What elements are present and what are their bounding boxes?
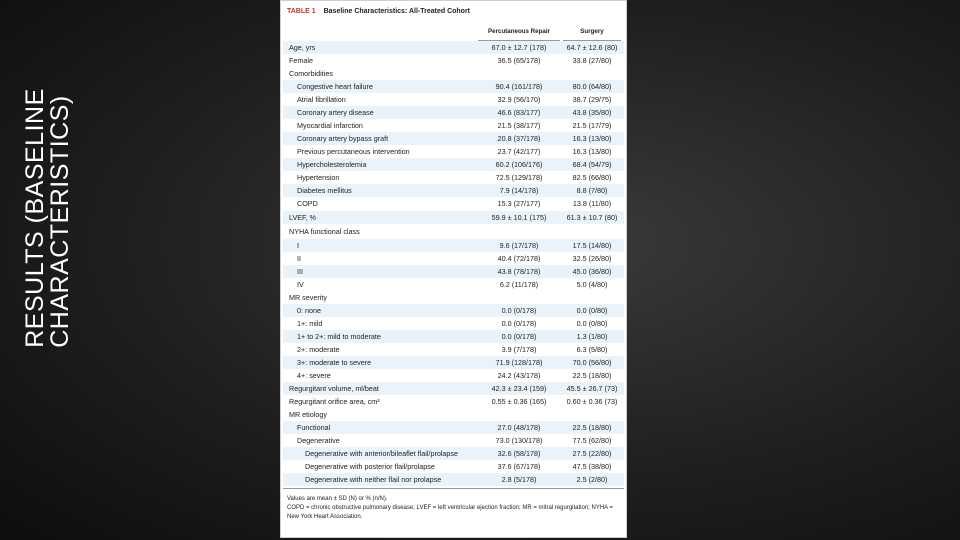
column-header-surgery: Surgery (580, 28, 604, 35)
row-label: MR severity (289, 293, 327, 302)
table-row (283, 408, 624, 421)
table-row (283, 434, 624, 447)
surgery-value: 32.5 (26/80) (572, 254, 612, 263)
table-row (283, 382, 624, 395)
surgery-value: 21.5 (17/79) (572, 121, 612, 130)
table-row (283, 41, 624, 54)
percutaneous-value: 67.0 ± 12.7 (178) (491, 43, 547, 52)
percutaneous-value: 0.0 (0/178) (501, 332, 537, 341)
surgery-value: 64.7 ± 12.6 (80) (566, 43, 618, 52)
row-label: 1+ to 2+: mild to moderate (297, 332, 381, 341)
percutaneous-value: 23.7 (42/177) (497, 147, 541, 156)
percutaneous-value: 32.6 (58/178) (497, 449, 541, 458)
percutaneous-value: 32.9 (56/170) (497, 95, 541, 104)
table-row (283, 252, 624, 265)
table-row (283, 158, 624, 171)
table-label: TABLE 1 (287, 8, 316, 15)
row-label: Degenerative with neither flail nor prolapse (305, 475, 442, 484)
table-row (283, 343, 624, 356)
surgery-value: 8.8 (7/80) (576, 186, 608, 195)
table-caption (287, 8, 470, 15)
surgery-value: 6.3 (5/80) (576, 345, 608, 354)
row-label: Myocardial infarction (297, 121, 363, 130)
row-label: Regurgitant volume, ml/beat (289, 384, 379, 393)
row-label: Age, yrs (289, 43, 316, 52)
percutaneous-value: 42.3 ± 23.4 (159) (491, 384, 547, 393)
row-label: Hypertension (297, 173, 340, 182)
table-row (283, 119, 624, 132)
surgery-value: 0.60 ± 0.36 (73) (566, 397, 618, 406)
row-label: 0: none (297, 306, 321, 315)
table-row (283, 291, 624, 304)
table-row (283, 93, 624, 106)
surgery-value: 33.8 (27/80) (572, 56, 612, 65)
row-label: Degenerative (297, 436, 340, 445)
table-row (283, 132, 624, 145)
table-row (283, 395, 624, 408)
table-row (283, 54, 624, 67)
table-row (283, 330, 624, 343)
table-row (283, 356, 624, 369)
table-image (280, 0, 627, 538)
surgery-value: 68.4 (54/79) (572, 160, 612, 169)
row-label: COPD (297, 199, 318, 208)
table-row (283, 265, 624, 278)
table-row (283, 473, 624, 486)
row-label: Coronary artery disease (297, 108, 374, 117)
row-label: Congestive heart failure (297, 82, 373, 91)
surgery-value: 0.0 (0/80) (576, 319, 608, 328)
surgery-value: 77.5 (62/80) (572, 436, 612, 445)
table-row (283, 184, 624, 197)
surgery-value: 1.3 (1/80) (576, 332, 608, 341)
table-row (283, 369, 624, 382)
row-label: MR etiology (289, 410, 327, 419)
percutaneous-value: 15.3 (27/177) (497, 199, 541, 208)
row-label: IV (297, 280, 304, 289)
percutaneous-value: 21.5 (38/177) (497, 121, 541, 130)
percutaneous-value: 20.8 (37/178) (497, 134, 541, 143)
surgery-value: 5.0 (4/80) (576, 280, 608, 289)
surgery-value: 0.0 (0/80) (576, 306, 608, 315)
table-row (283, 171, 624, 184)
percutaneous-value: 71.9 (128/178) (495, 358, 543, 367)
row-label: Hypercholesterolemia (297, 160, 367, 169)
surgery-value: 16.3 (13/80) (572, 134, 612, 143)
percutaneous-value: 37.6 (67/178) (497, 462, 541, 471)
column-header-percutaneous: Percutaneous Repair (488, 28, 550, 35)
surgery-value: 70.0 (56/80) (572, 358, 612, 367)
row-label: 1+: mild (297, 319, 323, 328)
row-label: LVEF, % (289, 213, 317, 222)
table-title: Baseline Characteristics: All-Treated Cohort (323, 8, 471, 15)
percutaneous-value: 59.9 ± 10.1 (175) (491, 213, 547, 222)
row-label: I (297, 241, 299, 250)
percutaneous-value: 46.6 (83/177) (497, 108, 541, 117)
table-footer-divider (283, 488, 624, 489)
percutaneous-value: 9.6 (17/178) (499, 241, 539, 250)
row-label: 3+: moderate to severe (297, 358, 372, 367)
row-label: Coronary artery bypass graft (297, 134, 389, 143)
table-header (283, 24, 624, 38)
surgery-value: 80.0 (64/80) (572, 82, 612, 91)
surgery-value: 38.7 (29/75) (572, 95, 612, 104)
table-row (283, 239, 624, 252)
slide-title-line-2: CHARACTERISTICS) (46, 95, 75, 348)
percutaneous-value: 0.0 (0/178) (501, 306, 537, 315)
surgery-value: 45.0 (36/80) (572, 267, 612, 276)
percutaneous-value: 40.4 (72/178) (497, 254, 541, 263)
table-footnotes (287, 495, 619, 522)
row-label: II (297, 254, 301, 263)
table-row (283, 304, 624, 317)
table-row (283, 447, 624, 460)
table-row (283, 211, 624, 224)
row-label: Comorbidities (289, 69, 333, 78)
table-row (283, 421, 624, 434)
table-row (283, 67, 624, 80)
surgery-value: 82.5 (66/80) (572, 173, 612, 182)
surgery-value: 27.5 (22/80) (572, 449, 612, 458)
table-row (283, 225, 624, 238)
percutaneous-value: 72.5 (129/178) (495, 173, 543, 182)
surgery-value: 2.5 (2/80) (576, 475, 608, 484)
percutaneous-value: 0.0 (0/178) (501, 319, 537, 328)
row-label: 4+: severe (297, 371, 331, 380)
row-label: Functional (297, 423, 331, 432)
row-label: Degenerative with anterior/bileaflet flail/prolapse (305, 449, 459, 458)
percutaneous-value: 24.2 (43/178) (497, 371, 541, 380)
slide-title (20, 28, 76, 408)
percutaneous-value: 6.2 (11/178) (499, 280, 539, 289)
surgery-value: 16.3 (13/80) (572, 147, 612, 156)
surgery-value: 47.5 (38/80) (572, 462, 612, 471)
percutaneous-value: 0.55 ± 0.36 (165) (491, 397, 547, 406)
row-label: Diabetes mellitus (297, 186, 352, 195)
surgery-value: 45.5 ± 26.7 (73) (566, 384, 618, 393)
percutaneous-value: 27.0 (48/178) (497, 423, 541, 432)
percutaneous-value: 7.9 (14/178) (499, 186, 539, 195)
surgery-value: 61.3 ± 10.7 (80) (566, 213, 618, 222)
row-label: 2+: moderate (297, 345, 340, 354)
row-label: Degenerative with posterior flail/prolapse (305, 462, 435, 471)
table-row (283, 106, 624, 119)
footnote: COPD = chronic obstructive pulmonary disease; LVEF = left ventricular ejection fraction; MR = mitral regurgitation; NYHA = New York Heart Association. (287, 505, 614, 520)
footnote: Values are mean ± SD (N) or % (n/N). (287, 496, 388, 502)
percutaneous-value: 2.8 (5/178) (501, 475, 537, 484)
row-label: Previous percutaneous intervention (297, 147, 410, 156)
surgery-value: 17.5 (14/80) (572, 241, 612, 250)
table-row (283, 80, 624, 93)
table-row (283, 197, 624, 210)
percutaneous-value: 3.9 (7/178) (501, 345, 537, 354)
row-label: Female (289, 56, 313, 65)
surgery-value: 43.8 (35/80) (572, 108, 612, 117)
row-label: Atrial fibrillation (297, 95, 346, 104)
percutaneous-value: 73.0 (130/178) (495, 436, 543, 445)
table-row (283, 145, 624, 158)
row-label: Regurgitant orifice area, cm² (289, 397, 380, 406)
row-label: NYHA functional class (289, 227, 360, 236)
percutaneous-value: 90.4 (161/178) (495, 82, 543, 91)
slide-title-line-1: RESULTS (BASELINE (21, 88, 50, 348)
table-row (283, 460, 624, 473)
table-row (283, 317, 624, 330)
surgery-value: 22.5 (18/80) (572, 423, 612, 432)
percutaneous-value: 60.2 (106/176) (495, 160, 543, 169)
table-row (283, 278, 624, 291)
surgery-value: 22.5 (18/80) (572, 371, 612, 380)
surgery-value: 13.8 (11/80) (572, 199, 612, 208)
percutaneous-value: 43.8 (78/178) (497, 267, 541, 276)
row-label: III (297, 267, 303, 276)
percutaneous-value: 36.5 (65/178) (497, 56, 541, 65)
